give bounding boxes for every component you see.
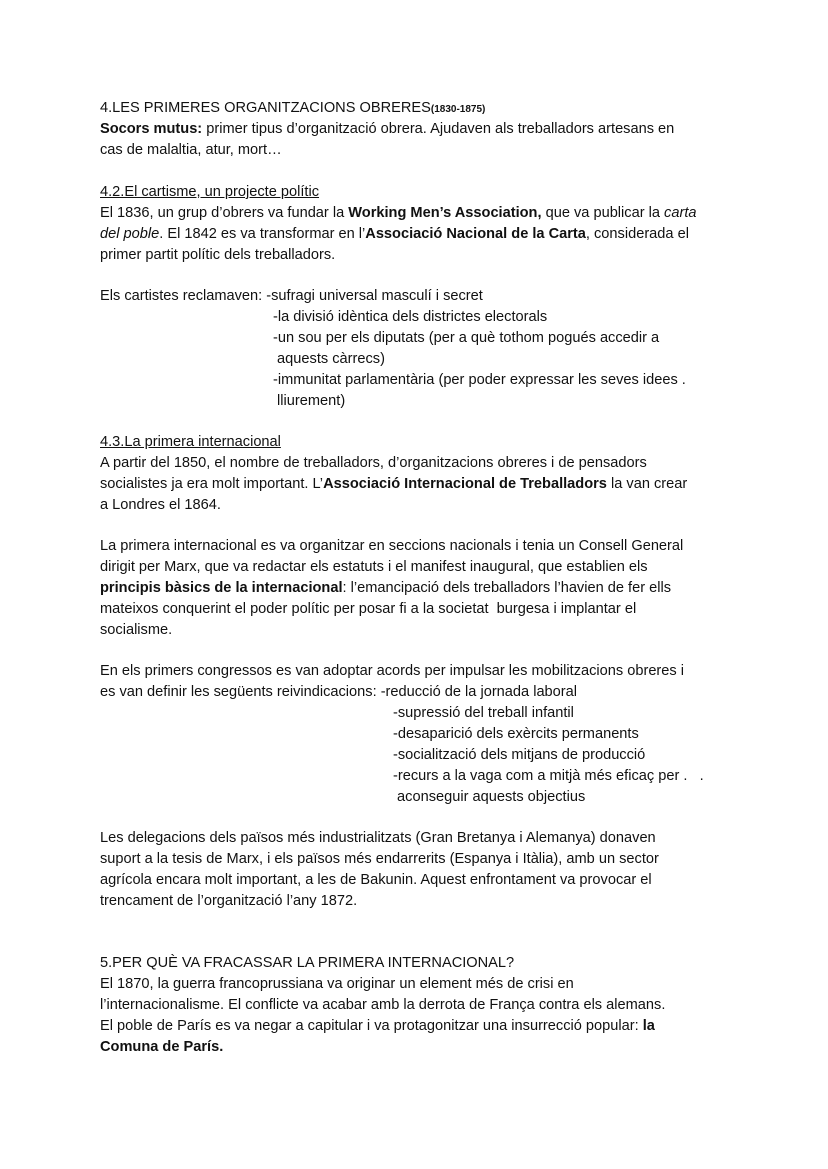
paragraph-line: socialistes ja era molt important. L’Associació Internacional de Treballadors la van crear — [100, 476, 688, 492]
claim-item: aquests càrrecs) — [273, 351, 385, 367]
paragraph-line: a Londres el 1864. — [100, 497, 221, 513]
paragraph-line: socialisme. — [100, 622, 173, 638]
paragraph-line: cas de malaltia, atur, mort… — [100, 142, 282, 158]
demands-intro: es van definir les següents reivindicacions: -reducció de la jornada laboral — [100, 684, 578, 700]
demand-item: -recurs a la vaga com a mitjà més eficaç per . . — [393, 768, 704, 784]
paragraph-line: principis bàsics de la internacional: l’emancipació dels treballadors l’havien de fer ells — [100, 580, 672, 596]
claim-item: lliurement) — [273, 393, 346, 409]
claim-item: -un sou per els diputats (per a què tothom pogués accedir a — [273, 330, 660, 346]
paragraph-line: Socors mutus: primer tipus d’organització obrera. Ajudaven als treballadors artesans en — [100, 121, 675, 137]
paragraph-line: Les delegacions dels països més industrialitzats (Gran Bretanya i Alemanya) donaven — [100, 830, 656, 846]
paragraph-line: La primera internacional es va organitzar en seccions nacionals i tenia un Consell General — [100, 538, 684, 554]
demand-item: -desaparició dels exèrcits permanents — [393, 726, 639, 742]
claim-item: -immunitat parlamentària (per poder expressar les seves idees . — [273, 372, 686, 388]
paragraph-line: mateixos conquerint el poder polític per posar fi a la societat burgesa i implantar el — [100, 601, 637, 617]
paragraph-line: El poble de París es va negar a capitular i va protagonitzar una insurrecció popular: la — [100, 1018, 655, 1034]
paragraph-line: El 1836, un grup d’obrers va fundar la Working Men’s Association, que va publicar la carta — [100, 205, 697, 221]
paragraph-line: del poble. El 1842 es va transformar en l’Associació Nacional de la Carta, considerada el — [100, 226, 689, 242]
paragraph-line: A partir del 1850, el nombre de treballadors, d’organitzacions obreres i de pensadors — [100, 455, 647, 471]
section-4-heading: 4.LES PRIMERES ORGANITZACIONS OBRERES(1830-1875) — [100, 100, 486, 116]
paragraph-line: Comuna de París. — [100, 1039, 224, 1055]
paragraph-line: trencament de l’organització l’any 1872. — [100, 893, 358, 909]
section-4-dates: (1830-1875) — [430, 104, 486, 115]
demand-item: -supressió del treball infantil — [393, 705, 574, 721]
section-4-3-heading: 4.3.La primera internacional — [100, 434, 281, 450]
paragraph-line: primer partit polític dels treballadors. — [100, 247, 336, 263]
section-5-heading: 5.PER QUÈ VA FRACASSAR LA PRIMERA INTERNACIONAL? — [100, 955, 515, 971]
claims-intro: Els cartistes reclamaven: -sufragi universal masculí i secret — [100, 288, 483, 304]
section-4-2-heading: 4.2.El cartisme, un projecte polític — [100, 184, 320, 200]
demand-item: aconseguir aquests objectius — [393, 789, 586, 805]
paragraph-line: En els primers congressos es van adoptar acords per impulsar les mobilitzacions obreres i — [100, 663, 685, 679]
demand-item: -socialització dels mitjans de producció — [393, 747, 646, 763]
paragraph-line: dirigit per Marx, que va redactar els estatuts i el manifest inaugural, que establien els — [100, 559, 648, 575]
claim-item: -la divisió idèntica dels districtes electorals — [273, 309, 548, 325]
paragraph-line: agrícola encara molt important, a les de Bakunin. Aquest enfrontament va provocar el — [100, 872, 652, 888]
paragraph-line: El 1870, la guerra francoprussiana va originar un element més de crisi en — [100, 976, 574, 992]
paragraph-line: l’internacionalisme. El conflicte va acabar amb la derrota de França contra els alemans. — [100, 997, 666, 1013]
paragraph-line: suport a la tesis de Marx, i els països més endarrerits (Espanya i Itàlia), amb un sector — [100, 851, 659, 867]
